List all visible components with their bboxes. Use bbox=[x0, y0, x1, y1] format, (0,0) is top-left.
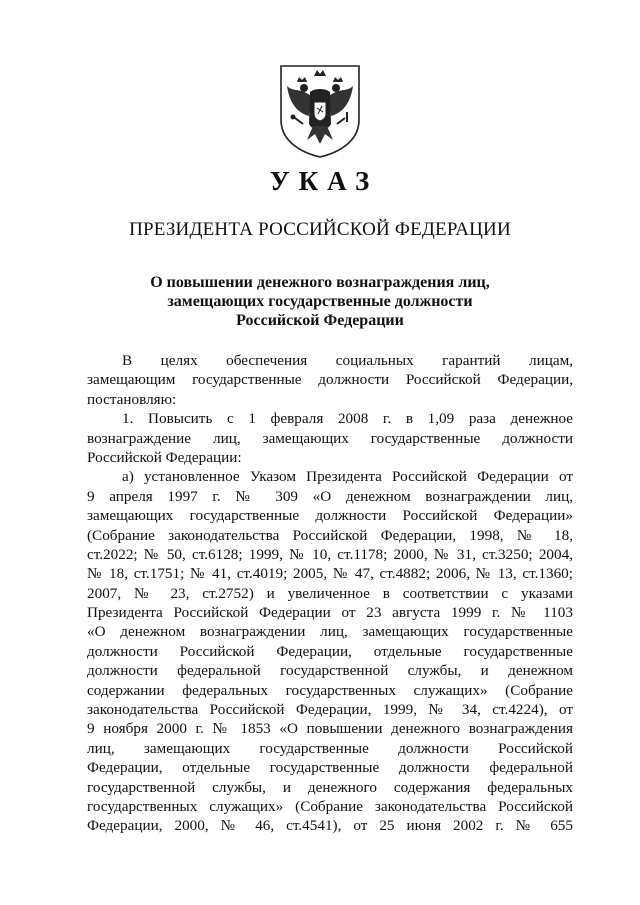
document-title: УКАЗ bbox=[269, 166, 379, 196]
body-line: замещающих государственные должности Российской Федерации» bbox=[87, 507, 573, 525]
body-line: Федерации, 2000, № 46, ст.4541), от 25 июня 2002 г. № 655 bbox=[87, 817, 573, 835]
heading-line: Российской Федерации bbox=[236, 312, 404, 329]
body-line: 2007, № 23, ст.2752) и увеличенное в соответствии с указами bbox=[87, 584, 573, 602]
body-line: постановляю: bbox=[87, 390, 177, 408]
body-line: 9 ноября 2000 г. № 1853 «О повышении денежного вознаграждения bbox=[87, 720, 573, 738]
body-line: должности Российской Федерации, отдельные государственные bbox=[87, 642, 573, 660]
decree-heading bbox=[0, 273, 640, 330]
body-line: 9 апреля 1997 г. № 309 «О денежном вознаграждении лиц, bbox=[87, 487, 573, 505]
body-line: Федерации, отдельные государственные должности федеральной bbox=[87, 759, 573, 777]
body-line: государственной службы, и денежного содержания федеральных bbox=[87, 778, 573, 796]
body-line: вознаграждение лиц, замещающих государственные должности bbox=[87, 429, 573, 447]
heading-line: О повышении денежного вознаграждения лиц, bbox=[150, 274, 490, 291]
body-line: ст.2022; № 50, ст.6128; 1999, № 10, ст.1178; 2000, № 31, ст.3250; 2004, bbox=[87, 545, 573, 563]
heading-line: замещающих государственные должности bbox=[167, 293, 473, 310]
body-line: (Собрание законодательства Российской Федерации, 1998, № 18, bbox=[87, 526, 573, 544]
coat-of-arms-icon bbox=[275, 62, 365, 160]
document-subtitle: ПРЕЗИДЕНТА РОССИЙСКОЙ ФЕДЕРАЦИИ bbox=[129, 219, 511, 240]
body-line: Российской Федерации: bbox=[87, 448, 242, 466]
body-line: замещающим государственные должности Российской Федерации, bbox=[87, 371, 573, 389]
body-line: В целях обеспечения социальных гарантий лицам, bbox=[122, 352, 573, 369]
body-line: а) установленное Указом Президента Российской Федерации от bbox=[122, 468, 573, 486]
body-line: содержании федеральных государственных служащих» (Собрание bbox=[87, 681, 573, 699]
body-line: должности федеральной государственной службы, и денежном bbox=[87, 662, 573, 680]
body-line: Президента Российской Федерации от 23 августа 1999 г. № 1103 bbox=[87, 604, 573, 622]
body-line: 1. Повысить с 1 февраля 2008 г. в 1,09 раза денежное bbox=[122, 410, 573, 428]
decree-body bbox=[87, 351, 573, 836]
body-line: «О денежном вознаграждении лиц, замещающих государственные bbox=[87, 623, 573, 641]
body-line: государственных служащих» (Собрание законодательства Российской bbox=[87, 797, 573, 815]
body-line: законодательства Российской Федерации, 1999, № 34, ст.4224), от bbox=[87, 701, 573, 719]
body-line: лиц, замещающих государственные должности Российской bbox=[87, 739, 573, 757]
body-line: № 18, ст.1751; № 41, ст.4019; 2005, № 47, ст.4882; 2006, № 13, ст.1360; bbox=[87, 565, 573, 583]
